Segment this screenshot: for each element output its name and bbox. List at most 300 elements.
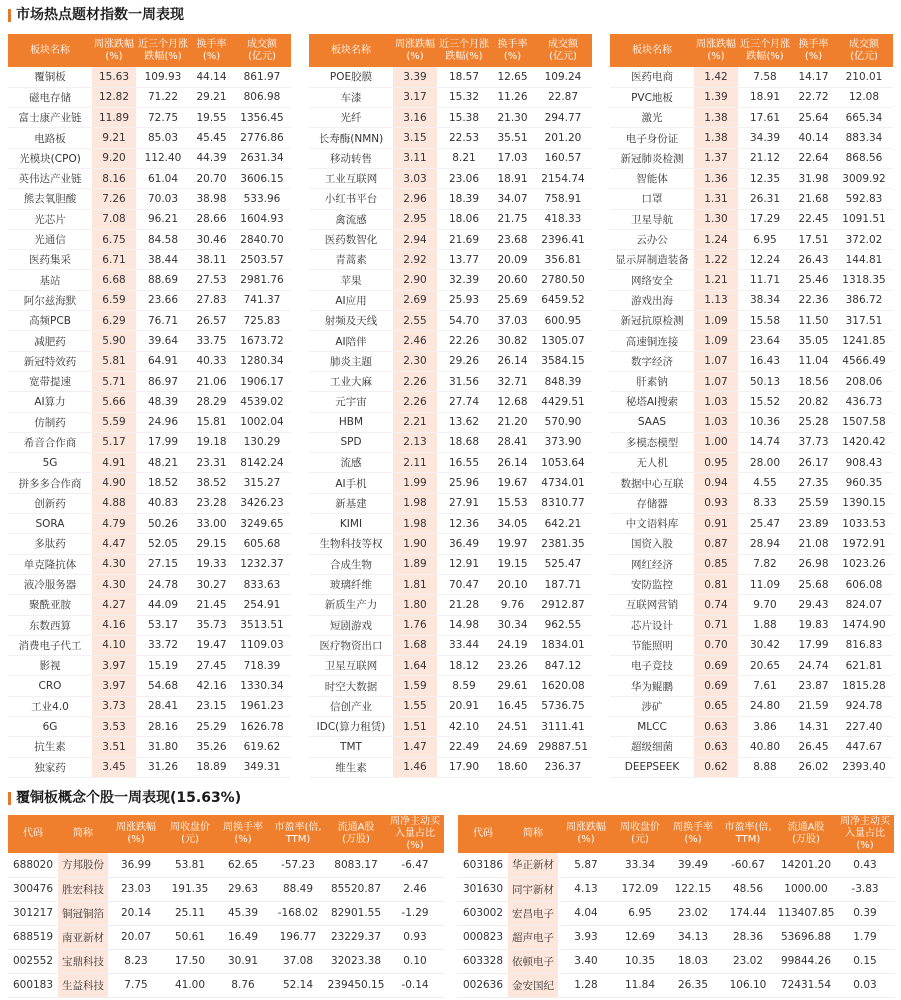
- table-row: [8, 453, 291, 473]
- column-header: 周收盘价 (元): [164, 815, 216, 853]
- table-cell: 1626.78: [233, 717, 291, 737]
- table-cell: 青蒿素: [309, 250, 393, 270]
- table-row: [8, 331, 291, 351]
- table-cell: 53696.88: [776, 925, 836, 949]
- table-cell: 0.93: [694, 493, 738, 513]
- table-cell: 21.08: [792, 534, 835, 554]
- table-cell: 1.38: [694, 108, 738, 128]
- table-cell: 20.07: [108, 925, 164, 949]
- table-cell: 688020: [8, 853, 58, 877]
- table-cell: 33.34: [614, 853, 666, 877]
- table-cell: 0.69: [694, 656, 738, 676]
- table-cell: AI手机: [309, 473, 393, 493]
- table-cell: 方邦股份: [58, 853, 108, 877]
- table-cell: IDC(算力租赁): [309, 717, 393, 737]
- table-row: [309, 514, 592, 534]
- table-cell: 3.40: [558, 949, 614, 973]
- table-cell: 2154.74: [534, 168, 592, 188]
- table-cell: TMT: [309, 737, 393, 757]
- table-cell: 21.30: [491, 108, 534, 128]
- table-cell: 互联网营销: [610, 595, 694, 615]
- table-cell: 38.34: [738, 290, 792, 310]
- table-cell: 22.72: [792, 87, 835, 107]
- table-cell: 7.82: [738, 554, 792, 574]
- table-row: [610, 392, 893, 412]
- table-cell: 3009.92: [835, 168, 893, 188]
- table-cell: 236.37: [534, 757, 592, 777]
- table-cell: 39.64: [136, 331, 190, 351]
- table-row: [610, 514, 893, 534]
- table-cell: 3606.15: [233, 168, 291, 188]
- table-header-row: [458, 815, 894, 853]
- table-cell: -3.83: [836, 877, 894, 901]
- column-header: 周涨跌幅 (%): [558, 815, 614, 853]
- table-cell: 18.68: [437, 432, 491, 452]
- table-cell: 356.81: [534, 250, 592, 270]
- table-cell: 239450.15: [326, 973, 386, 997]
- table-cell: 122.15: [666, 877, 720, 901]
- title-accent-bar: [8, 792, 11, 805]
- table-cell: 37.03: [491, 311, 534, 331]
- table-cell: 0.15: [836, 949, 894, 973]
- table-cell: 32.39: [437, 270, 491, 290]
- table-cell: 40.33: [190, 351, 233, 371]
- table-cell: 1.99: [393, 473, 437, 493]
- table-cell: 0.10: [386, 949, 444, 973]
- table-cell: 35.05: [792, 331, 835, 351]
- table-cell: 372.02: [835, 229, 893, 249]
- table-cell: 卫星互联网: [309, 656, 393, 676]
- table-row: [458, 949, 894, 973]
- table-cell: 8.88: [738, 757, 792, 777]
- table-row: [8, 514, 291, 534]
- table-cell: 741.37: [233, 290, 291, 310]
- table-row: [8, 392, 291, 412]
- table-cell: 113407.85: [776, 901, 836, 925]
- table-cell: 2381.35: [534, 534, 592, 554]
- table-cell: 3.45: [92, 757, 136, 777]
- table-cell: 4.88: [92, 493, 136, 513]
- table-row: [309, 392, 592, 412]
- table-cell: 2.46: [393, 331, 437, 351]
- table-row: [8, 311, 291, 331]
- table-cell: 14.31: [792, 717, 835, 737]
- table-cell: 25.93: [437, 290, 491, 310]
- table-cell: 0.39: [836, 901, 894, 925]
- table-cell: 18.89: [190, 757, 233, 777]
- table-cell: 2.26: [393, 371, 437, 391]
- title-accent-bar: [8, 9, 11, 22]
- table-row: [610, 108, 893, 128]
- table-cell: 28.94: [738, 534, 792, 554]
- table-row: [610, 371, 893, 391]
- table-row: [458, 877, 894, 901]
- table-cell: 23.89: [792, 514, 835, 534]
- table-row: [610, 676, 893, 696]
- table-cell: 26.45: [792, 737, 835, 757]
- table-cell: 1.89: [393, 554, 437, 574]
- table-cell: 14.74: [738, 432, 792, 452]
- table-cell: 20.65: [738, 656, 792, 676]
- table-row: [610, 290, 893, 310]
- table-cell: 18.52: [136, 473, 190, 493]
- table-cell: 网络安全: [610, 270, 694, 290]
- table-cell: 5.59: [92, 412, 136, 432]
- table-cell: 长寿酶(NMN): [309, 128, 393, 148]
- table-cell: 13.77: [437, 250, 491, 270]
- table-cell: 4.30: [92, 554, 136, 574]
- table-cell: 口罩: [610, 189, 694, 209]
- table-cell: 8.23: [108, 949, 164, 973]
- table-cell: 新质生产力: [309, 595, 393, 615]
- table-cell: 覆铜板: [8, 67, 92, 87]
- table-cell: 28.41: [491, 432, 534, 452]
- table-cell: 25.47: [738, 514, 792, 534]
- table-cell: -6.47: [386, 853, 444, 877]
- table-row: [610, 412, 893, 432]
- table-row: [309, 189, 592, 209]
- table-cell: 7.61: [738, 676, 792, 696]
- table-cell: 6.59: [92, 290, 136, 310]
- table-cell: 30.91: [216, 949, 270, 973]
- table-cell: 2396.41: [534, 229, 592, 249]
- table-row: [309, 656, 592, 676]
- table-cell: 112.40: [136, 148, 190, 168]
- table-cell: 8.33: [738, 493, 792, 513]
- table-row: [8, 534, 291, 554]
- table-cell: 45.39: [216, 901, 270, 925]
- table-cell: 4.27: [92, 595, 136, 615]
- table-cell: 29.43: [792, 595, 835, 615]
- table-cell: 144.81: [835, 250, 893, 270]
- table-cell: 18.91: [491, 168, 534, 188]
- table-row: [610, 148, 893, 168]
- table-cell: MLCC: [610, 717, 694, 737]
- table-cell: 12.82: [92, 87, 136, 107]
- table-cell: 1241.85: [835, 331, 893, 351]
- table-cell: 0.93: [386, 925, 444, 949]
- table-cell: 14.17: [792, 67, 835, 87]
- table-cell: 电子身份证: [610, 128, 694, 148]
- table-cell: 1.38: [694, 128, 738, 148]
- table-row: [8, 250, 291, 270]
- table-row: [309, 311, 592, 331]
- table-cell: 卫星导航: [610, 209, 694, 229]
- table-cell: 1.98: [393, 493, 437, 513]
- table-cell: 27.15: [136, 554, 190, 574]
- table-cell: 25.29: [190, 717, 233, 737]
- table-cell: 37.08: [270, 949, 326, 973]
- table-cell: 25.11: [164, 901, 216, 925]
- column-header: 周涨跌幅 (%): [694, 34, 738, 67]
- stock-table-1: [8, 815, 444, 998]
- table-cell: 34.07: [491, 189, 534, 209]
- table-row: [610, 615, 893, 635]
- table-cell: 11.50: [792, 311, 835, 331]
- table-cell: 12.69: [614, 925, 666, 949]
- table-cell: 31.80: [136, 737, 190, 757]
- table-cell: 工业互联网: [309, 168, 393, 188]
- table-row: [610, 189, 893, 209]
- table-cell: 网红经济: [610, 554, 694, 574]
- table-cell: 26.57: [190, 311, 233, 331]
- table-cell: 安防监控: [610, 574, 694, 594]
- table-cell: 3513.51: [233, 615, 291, 635]
- table-cell: 33.44: [437, 635, 491, 655]
- table-cell: 000823: [458, 925, 508, 949]
- table-cell: 2780.50: [534, 270, 592, 290]
- table-cell: 17.99: [136, 432, 190, 452]
- table-cell: 19.83: [792, 615, 835, 635]
- table-cell: 21.45: [190, 595, 233, 615]
- table-cell: 玻璃纤维: [309, 574, 393, 594]
- table-cell: 0.94: [694, 473, 738, 493]
- table-cell: 11.26: [491, 87, 534, 107]
- table-cell: 6.71: [92, 250, 136, 270]
- table-row: [309, 331, 592, 351]
- table-cell: 806.98: [233, 87, 291, 107]
- table-cell: 24.96: [136, 412, 190, 432]
- table-cell: 激光: [610, 108, 694, 128]
- table-cell: 1.64: [393, 656, 437, 676]
- table-cell: 阿尔兹海默: [8, 290, 92, 310]
- table-cell: 1.76: [393, 615, 437, 635]
- table-cell: 1.07: [694, 351, 738, 371]
- table-cell: 富士康产业链: [8, 108, 92, 128]
- table-cell: 移动转售: [309, 148, 393, 168]
- table-cell: 1.80: [393, 595, 437, 615]
- table-cell: 25.68: [792, 574, 835, 594]
- table-row: [8, 67, 291, 87]
- table-cell: 50.61: [164, 925, 216, 949]
- section-title-stock-performance: [8, 789, 241, 807]
- table-cell: 中文语料库: [610, 514, 694, 534]
- table-cell: 25.69: [491, 290, 534, 310]
- table-cell: 50.26: [136, 514, 190, 534]
- table-cell: 22.45: [792, 209, 835, 229]
- table-row: [8, 737, 291, 757]
- table-cell: 37.73: [792, 432, 835, 452]
- table-cell: 19.67: [491, 473, 534, 493]
- table-cell: 3.17: [393, 87, 437, 107]
- table-cell: 新冠特效药: [8, 351, 92, 371]
- table-cell: 12.35: [738, 168, 792, 188]
- table-cell: 17.50: [164, 949, 216, 973]
- table-cell: 7.26: [92, 189, 136, 209]
- table-cell: 172.09: [614, 877, 666, 901]
- table-cell: 1.88: [738, 615, 792, 635]
- table-cell: 15.19: [136, 656, 190, 676]
- table-row: [309, 554, 592, 574]
- table-cell: 8.21: [437, 148, 491, 168]
- table-cell: 29.61: [491, 676, 534, 696]
- table-row: [309, 270, 592, 290]
- table-row: [610, 757, 893, 777]
- table-cell: 1.09: [694, 331, 738, 351]
- table-cell: 2981.76: [233, 270, 291, 290]
- table-cell: 26.31: [738, 189, 792, 209]
- table-cell: 1.81: [393, 574, 437, 594]
- table-cell: 1.00: [694, 432, 738, 452]
- table-cell: 84.58: [136, 229, 190, 249]
- table-cell: 0.62: [694, 757, 738, 777]
- table-cell: 28.41: [136, 696, 190, 716]
- table-cell: 23.26: [491, 656, 534, 676]
- table-cell: 373.90: [534, 432, 592, 452]
- table-cell: 2.92: [393, 250, 437, 270]
- table-row: [610, 534, 893, 554]
- table-row: [8, 432, 291, 452]
- table-row: [610, 453, 893, 473]
- table-cell: AI应用: [309, 290, 393, 310]
- table-cell: 12.08: [835, 87, 893, 107]
- table-cell: 3.53: [92, 717, 136, 737]
- table-cell: 26.35: [666, 973, 720, 997]
- table-cell: 42.10: [437, 717, 491, 737]
- column-header: 板块名称: [8, 34, 92, 67]
- column-header: 市盈率(倍, TTM): [270, 815, 326, 853]
- column-header: 代码: [458, 815, 508, 853]
- table-cell: 4429.51: [534, 392, 592, 412]
- table-cell: 21.06: [190, 371, 233, 391]
- table-cell: 3.11: [393, 148, 437, 168]
- table-cell: 688519: [8, 925, 58, 949]
- table-row: [8, 973, 444, 997]
- table-cell: 1.07: [694, 371, 738, 391]
- table-cell: 30.82: [491, 331, 534, 351]
- table-cell: 熊去氧胆酸: [8, 189, 92, 209]
- table-cell: 2.95: [393, 209, 437, 229]
- table-row: [309, 87, 592, 107]
- table-cell: 拼多多合作商: [8, 473, 92, 493]
- table-cell: 76.71: [136, 311, 190, 331]
- table-cell: 8.16: [92, 168, 136, 188]
- table-cell: 31.98: [792, 168, 835, 188]
- table-row: [8, 595, 291, 615]
- table-cell: 5.87: [558, 853, 614, 877]
- column-header: 流通A股 (万股): [776, 815, 836, 853]
- table-cell: DEEPSEEK: [610, 757, 694, 777]
- table-cell: 23.28: [190, 493, 233, 513]
- column-header: 简称: [58, 815, 108, 853]
- table-cell: 车漆: [309, 87, 393, 107]
- table-cell: 1023.26: [835, 554, 893, 574]
- section-title-text: 市场热点题材指数一周表现: [16, 7, 184, 23]
- table-cell: 924.78: [835, 696, 893, 716]
- table-cell: 418.33: [534, 209, 592, 229]
- table-cell: 36.49: [437, 534, 491, 554]
- table-cell: 11.09: [738, 574, 792, 594]
- table-cell: 29887.51: [534, 737, 592, 757]
- column-header: 板块名称: [309, 34, 393, 67]
- table-row: [610, 209, 893, 229]
- table-cell: 多肽药: [8, 534, 92, 554]
- table-cell: 85520.87: [326, 877, 386, 901]
- table-cell: 38.98: [190, 189, 233, 209]
- table-cell: 31.56: [437, 371, 491, 391]
- table-cell: 40.83: [136, 493, 190, 513]
- table-cell: 新冠抗原检测: [610, 311, 694, 331]
- table-cell: 52.14: [270, 973, 326, 997]
- table-cell: 1390.15: [835, 493, 893, 513]
- table-cell: 2393.40: [835, 757, 893, 777]
- table-cell: 光纤: [309, 108, 393, 128]
- table-row: [8, 128, 291, 148]
- table-row: [309, 168, 592, 188]
- column-header: 简称: [508, 815, 558, 853]
- table-row: [610, 168, 893, 188]
- sector-table-1: [8, 34, 291, 778]
- table-cell: 8.59: [437, 676, 491, 696]
- column-header: 代码: [8, 815, 58, 853]
- table-cell: HBM: [309, 412, 393, 432]
- table-cell: 0.65: [694, 696, 738, 716]
- table-cell: 4539.02: [233, 392, 291, 412]
- column-header: 近三个月涨 跌幅(%): [437, 34, 491, 67]
- table-cell: 317.51: [835, 311, 893, 331]
- table-row: [309, 371, 592, 391]
- table-cell: 涉矿: [610, 696, 694, 716]
- table-cell: 4.13: [558, 877, 614, 901]
- table-cell: 227.40: [835, 717, 893, 737]
- table-cell: 31.26: [136, 757, 190, 777]
- table-cell: 15.81: [190, 412, 233, 432]
- table-cell: 18.39: [437, 189, 491, 209]
- table-cell: 1961.23: [233, 696, 291, 716]
- table-cell: 603002: [458, 901, 508, 925]
- table-cell: 4.47: [92, 534, 136, 554]
- table-row: [8, 371, 291, 391]
- table-cell: 26.14: [491, 351, 534, 371]
- table-cell: 1.90: [393, 534, 437, 554]
- column-header: 周收盘价 (元): [614, 815, 666, 853]
- table-cell: 27.83: [190, 290, 233, 310]
- table-cell: 电子竞技: [610, 656, 694, 676]
- table-cell: 6G: [8, 717, 92, 737]
- table-cell: 16.55: [437, 453, 491, 473]
- table-cell: 816.83: [835, 635, 893, 655]
- table-cell: 影视: [8, 656, 92, 676]
- table-cell: 24.80: [738, 696, 792, 716]
- table-cell: 11.71: [738, 270, 792, 290]
- table-row: [309, 717, 592, 737]
- table-cell: 447.67: [835, 737, 893, 757]
- table-cell: 11.89: [92, 108, 136, 128]
- table-cell: 718.39: [233, 656, 291, 676]
- table-cell: 1.46: [393, 757, 437, 777]
- table-row: [610, 250, 893, 270]
- table-cell: 6.75: [92, 229, 136, 249]
- table-cell: 1.03: [694, 392, 738, 412]
- table-cell: 0.43: [836, 853, 894, 877]
- table-cell: 315.27: [233, 473, 291, 493]
- table-cell: 26.17: [792, 453, 835, 473]
- table-cell: 28.00: [738, 453, 792, 473]
- table-cell: 20.09: [491, 250, 534, 270]
- table-cell: 54.70: [437, 311, 491, 331]
- table-cell: 胜宏科技: [58, 877, 108, 901]
- table-cell: 25.46: [792, 270, 835, 290]
- table-cell: 38.52: [190, 473, 233, 493]
- table-cell: 9.76: [491, 595, 534, 615]
- table-cell: 0.87: [694, 534, 738, 554]
- table-cell: 44.39: [190, 148, 233, 168]
- table-cell: 23.68: [491, 229, 534, 249]
- table-cell: 4734.01: [534, 473, 592, 493]
- column-header: 周涨跌幅 (%): [92, 34, 136, 67]
- table-cell: 109.93: [136, 67, 190, 87]
- table-cell: 35.51: [491, 128, 534, 148]
